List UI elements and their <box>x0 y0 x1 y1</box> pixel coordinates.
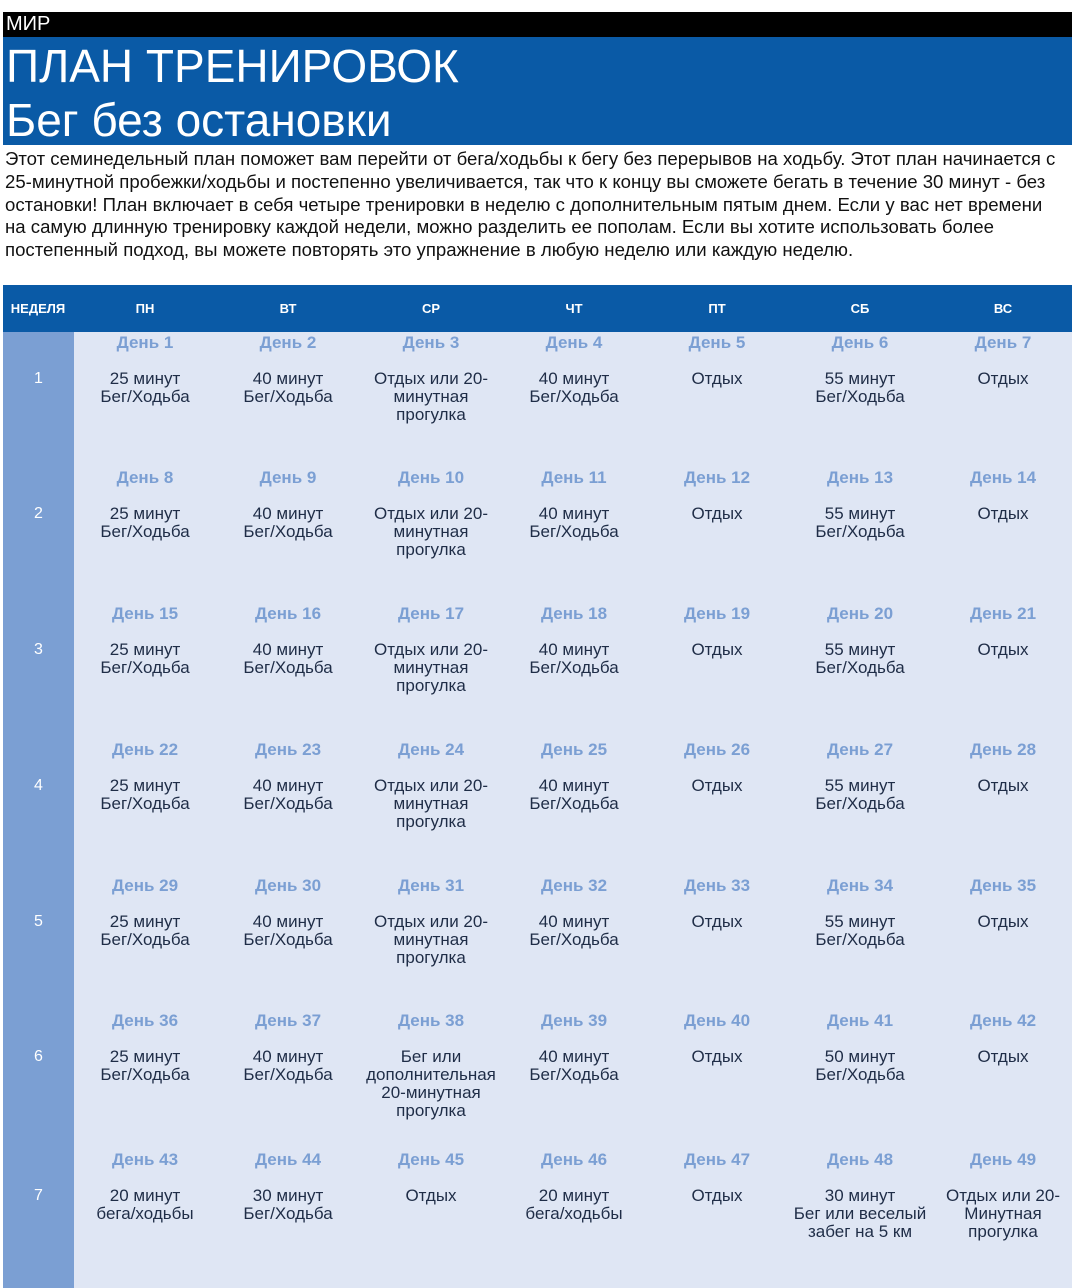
workout-text: 40 минут Бег/Ходьба <box>243 369 333 406</box>
workout-text: Отдых <box>691 912 743 931</box>
workout-text: Отдых <box>977 504 1029 523</box>
day-label: День 14 <box>969 468 1037 487</box>
workout-text: Отдых или 20- Минутная прогулка <box>945 1186 1060 1241</box>
column-header: ЧТ <box>565 301 583 316</box>
day-label: День 24 <box>397 740 465 759</box>
day-label: День 10 <box>397 468 465 487</box>
day-label: День 47 <box>683 1150 751 1169</box>
workout-text: 25 минут Бег/Ходьба <box>100 640 190 677</box>
workout-text: Отдых <box>691 369 743 388</box>
week-number: 2 <box>34 505 43 522</box>
day-label: День 3 <box>402 333 460 352</box>
workout-text: 50 минут Бег/Ходьба <box>815 1047 905 1084</box>
day-label: День 1 <box>116 333 174 352</box>
day-label: День 31 <box>397 876 465 895</box>
week-number: 4 <box>34 777 43 794</box>
day-label: День 37 <box>254 1011 322 1030</box>
workout-text: Отдых или 20- минутная прогулка <box>373 640 488 695</box>
day-label: День 17 <box>397 604 465 623</box>
workout-text: 30 минут Бег или веселый забег на 5 км <box>793 1186 927 1241</box>
day-label: День 7 <box>974 333 1032 352</box>
table-header <box>3 285 1072 332</box>
week-number: 3 <box>34 641 43 658</box>
day-label: День 29 <box>111 876 179 895</box>
column-header: ВС <box>993 301 1013 316</box>
day-label: День 28 <box>969 740 1037 759</box>
column-header: ПТ <box>708 301 726 316</box>
day-label: День 36 <box>111 1011 179 1030</box>
column-header: СР <box>421 301 441 316</box>
day-label: День 32 <box>540 876 608 895</box>
workout-text: 40 минут Бег/Ходьба <box>243 640 333 677</box>
day-label: День 11 <box>541 468 607 487</box>
workout-text: 40 минут Бег/Ходьба <box>243 1047 333 1084</box>
day-label: День 41 <box>826 1011 894 1030</box>
workout-text: 55 минут Бег/Ходьба <box>815 504 905 541</box>
day-label: День 9 <box>259 468 317 487</box>
day-label: День 13 <box>826 468 894 487</box>
day-label: День 4 <box>545 333 603 352</box>
workout-text: 25 минут Бег/Ходьба <box>100 369 190 406</box>
workout-text: 40 минут Бег/Ходьба <box>529 504 619 541</box>
workout-text: 40 минут Бег/Ходьба <box>243 912 333 949</box>
day-label: День 20 <box>826 604 894 623</box>
week-number: 1 <box>34 370 43 387</box>
page-title: ПЛАН ТРЕНИРОВОК <box>6 40 459 92</box>
workout-text: 55 минут Бег/Ходьба <box>815 912 905 949</box>
day-label: День 27 <box>826 740 894 759</box>
day-label: День 8 <box>116 468 174 487</box>
workout-text: 40 минут Бег/Ходьба <box>529 369 619 406</box>
workout-text: 40 минут Бег/Ходьба <box>529 1047 619 1084</box>
workout-text: 55 минут Бег/Ходьба <box>815 640 905 677</box>
page-subtitle: Бег без остановки <box>6 94 392 146</box>
day-label: День 40 <box>683 1011 751 1030</box>
day-label: День 34 <box>826 876 894 895</box>
workout-text: Отдых <box>977 640 1029 659</box>
workout-text: Отдых <box>977 369 1029 388</box>
top-bar <box>3 12 1072 37</box>
workout-text: 40 минут Бег/Ходьба <box>529 912 619 949</box>
day-label: День 19 <box>683 604 751 623</box>
day-label: День 6 <box>831 333 889 352</box>
day-label: День 46 <box>540 1150 608 1169</box>
workout-text: 40 минут Бег/Ходьба <box>243 504 333 541</box>
day-label: День 39 <box>540 1011 608 1030</box>
column-header: ВТ <box>279 301 297 316</box>
title-banner <box>3 37 1072 145</box>
week-number: 5 <box>34 913 43 930</box>
day-label: День 43 <box>111 1150 179 1169</box>
week-column <box>3 332 74 1288</box>
day-label: День 12 <box>683 468 751 487</box>
week-number: 7 <box>34 1187 43 1204</box>
workout-text: Отдых или 20- минутная прогулка <box>373 369 488 424</box>
workout-text: 25 минут Бег/Ходьба <box>100 1047 190 1084</box>
week-number: 6 <box>34 1048 43 1065</box>
day-label: День 22 <box>111 740 179 759</box>
workout-text: Отдых <box>405 1186 457 1205</box>
day-label: День 48 <box>826 1150 894 1169</box>
workout-text: 40 минут Бег/Ходьба <box>529 640 619 677</box>
day-label: День 49 <box>969 1150 1037 1169</box>
day-label: День 23 <box>254 740 322 759</box>
workout-text: Отдых <box>691 504 743 523</box>
workout-text: 25 минут Бег/Ходьба <box>100 776 190 813</box>
workout-text: 25 минут Бег/Ходьба <box>100 504 190 541</box>
workout-text: Отдых <box>691 640 743 659</box>
workout-text: Отдых или 20- минутная прогулка <box>373 912 488 967</box>
workout-text: 20 минут бега/ходьбы <box>96 1186 194 1223</box>
workout-text: Отдых или 20- минутная прогулка <box>373 504 488 559</box>
day-label: День 30 <box>254 876 322 895</box>
workout-text: 20 минут бега/ходьбы <box>525 1186 623 1223</box>
intro-paragraph: Этот семинедельный план поможет вам перейти от бега/ходьбы к бегу без перерывов на ходьбу. Этот план начинается с 25-минутной пробежки/ходьбы и постепенно увеличивается, так что к концу вы сможете бегать в течение 30 минут - без остановки! План включает в себя четыре тренировки в неделю с дополнительным пятым днем. Если у вас нет времени на самую длинную тренировку каждой недели, можно разделить ее пополам. Если вы хотите использовать более постепенный подход, вы можете повторять это упражнение в любую неделю или каждую неделю. <box>5 148 1056 261</box>
day-label: День 42 <box>969 1011 1037 1030</box>
day-label: День 33 <box>683 876 751 895</box>
workout-text: Отдых <box>691 776 743 795</box>
day-label: День 15 <box>111 604 179 623</box>
day-label: День 38 <box>397 1011 465 1030</box>
day-label: День 26 <box>683 740 751 759</box>
workout-text: 40 минут Бег/Ходьба <box>529 776 619 813</box>
column-header: СБ <box>850 301 870 316</box>
workout-text: 55 минут Бег/Ходьба <box>815 369 905 406</box>
day-label: День 21 <box>969 604 1037 623</box>
day-label: День 18 <box>540 604 608 623</box>
column-header: ПН <box>135 301 155 316</box>
day-label: День 5 <box>688 333 746 352</box>
workout-text: Отдых <box>977 912 1029 931</box>
workout-text: Бег или дополнительная 20-минутная прогулка <box>366 1047 496 1120</box>
workout-text: Отдых или 20- минутная прогулка <box>373 776 488 831</box>
workout-text: 55 минут Бег/Ходьба <box>815 776 905 813</box>
column-header: НЕДЕЛЯ <box>10 301 66 316</box>
workout-text: Отдых <box>691 1047 743 1066</box>
day-label: День 35 <box>969 876 1037 895</box>
workout-text: 30 минут Бег/Ходьба <box>243 1186 333 1223</box>
day-label: День 2 <box>259 333 317 352</box>
workout-text: Отдых <box>691 1186 743 1205</box>
workout-text: Отдых <box>977 1047 1029 1066</box>
day-label: День 25 <box>540 740 608 759</box>
day-label: День 16 <box>254 604 322 623</box>
day-label: День 44 <box>254 1150 322 1169</box>
workout-text: Отдых <box>977 776 1029 795</box>
day-label: День 45 <box>397 1150 465 1169</box>
workout-text: 25 минут Бег/Ходьба <box>100 912 190 949</box>
workout-text: 40 минут Бег/Ходьба <box>243 776 333 813</box>
top-bar-label: МИР <box>6 13 51 35</box>
